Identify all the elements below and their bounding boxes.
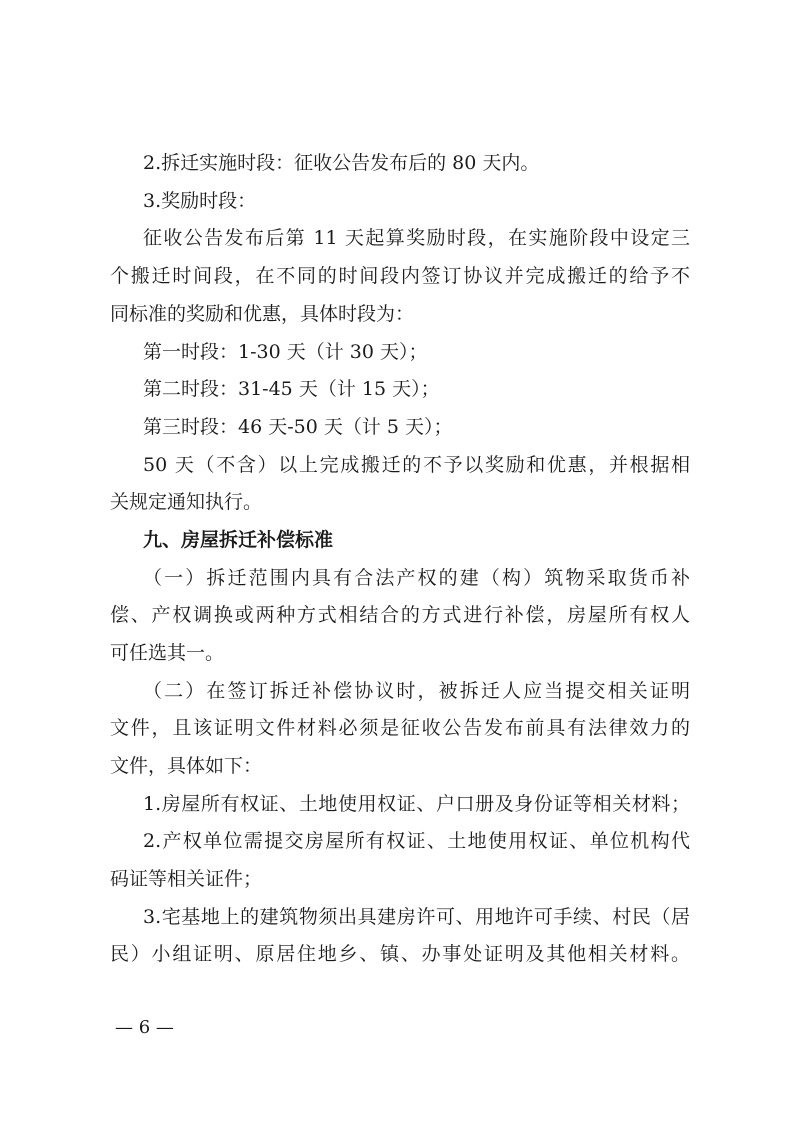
section-heading: 九、房屋拆迁补偿标准 — [143, 529, 334, 551]
paragraph-line-19: 2.产权单位需提交房屋所有权证、土地使用权证、单位机构代 — [143, 830, 690, 852]
paragraph-line-7: 第二时段：31-45 天（计 15 天）； — [143, 378, 440, 400]
paragraph-line-2: 3.奖励时段： — [143, 190, 257, 212]
page-number: — 6 — — [115, 1017, 174, 1038]
paragraph-line-18: 1.房屋所有权证、土地使用权证、户口册及身份证等相关材料； — [143, 793, 690, 815]
paragraph-line-9: 50 天（不含）以上完成搬迁的不予以奖励和优惠，并根据相 — [143, 454, 690, 476]
paragraph-line-13: 偿、产权调换或两种方式相结合的方式进行补偿，房屋所有权人 — [110, 604, 690, 626]
paragraph-line-20: 码证等相关证件； — [110, 868, 263, 890]
paragraph-line-5: 同标准的奖励和优惠，具体时段为： — [110, 303, 415, 325]
paragraph-line-12: （一）拆迁范围内具有合法产权的建（构）筑物采取货币补 — [143, 567, 690, 589]
paragraph-line-21: 3.宅基地上的建筑物须出具建房许可、用地许可手续、村民（居 — [143, 906, 690, 928]
paragraph-line-1: 2.拆迁实施时段：征收公告发布后的 80 天内。 — [143, 152, 540, 174]
paragraph-line-3: 征收公告发布后第 11 天起算奖励时段，在实施阶段中设定三 — [143, 227, 690, 249]
paragraph-line-10: 关规定通知执行。 — [110, 491, 263, 513]
paragraph-line-16: 文件，且该证明文件材料必须是征收公告发布前具有法律效力的 — [110, 717, 690, 739]
paragraph-line-17: 文件，具体如下： — [110, 755, 263, 777]
paragraph-line-22: 民）小组证明、原居住地乡、镇、办事处证明及其他相关材料。 — [110, 943, 690, 965]
paragraph-line-14: 可任选其一。 — [110, 642, 225, 664]
paragraph-line-8: 第三时段：46 天-50 天（计 5 天）； — [143, 416, 453, 438]
paragraph-line-6: 第一时段：1-30 天（计 30 天）； — [143, 341, 428, 363]
paragraph-line-15: （二）在签订拆迁补偿协议时，被拆迁人应当提交相关证明 — [143, 680, 690, 702]
paragraph-line-4: 个搬迁时间段，在不同的时间段内签订协议并完成搬迁的给予不 — [110, 265, 690, 287]
